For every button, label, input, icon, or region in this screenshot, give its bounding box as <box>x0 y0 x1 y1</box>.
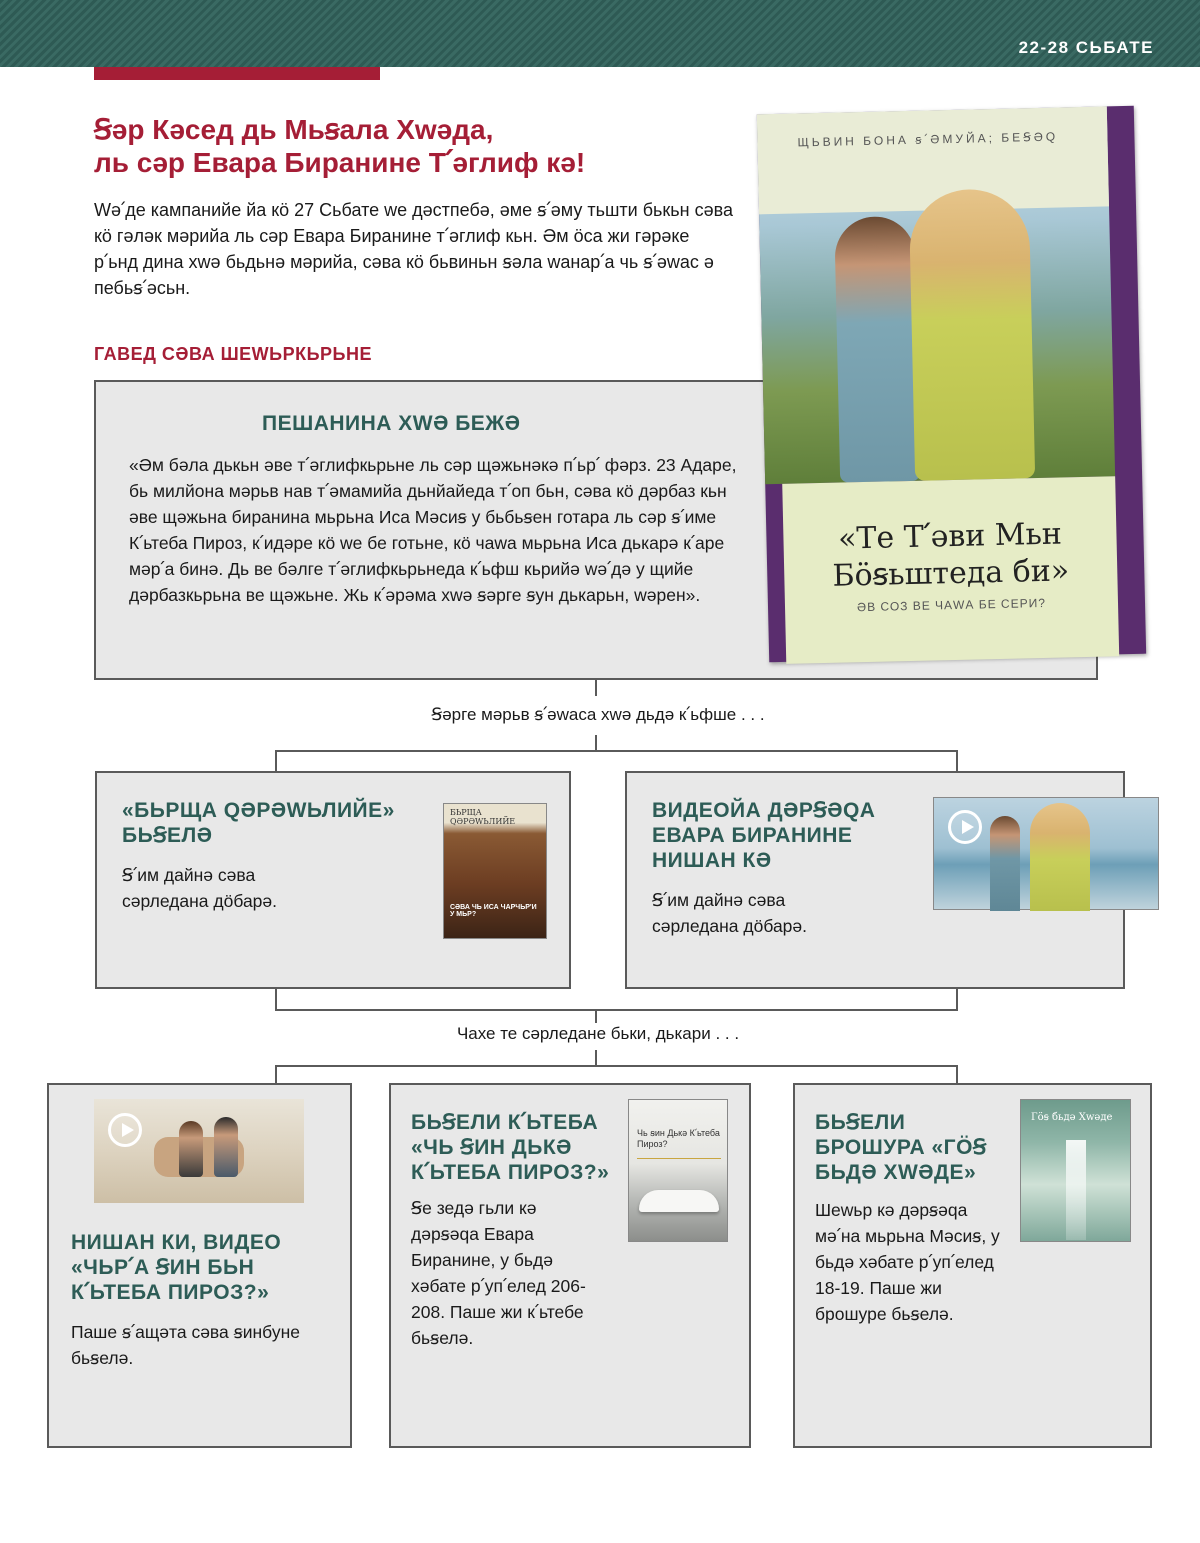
section-heading: ГАВЕД СӘВА ШЕWЬРКЬРЬНЕ <box>94 344 372 364</box>
connector-line <box>275 1065 277 1084</box>
video-figure-woman <box>1030 803 1090 911</box>
invitation-heading: ПЕШАНИНА ХWӘ БЕЖӘ <box>262 412 521 435</box>
connector-line <box>595 680 597 696</box>
magazine-option-title <box>122 798 395 848</box>
magazine-title-line-1: «БЬРЩА QӘРӘWЬЛИЙЕ» <box>122 799 395 822</box>
magazine-option-card <box>95 771 571 989</box>
cover-figure-woman <box>909 188 1036 481</box>
followup-video-text: Паше ꞩ՛ащәта сәва ꞩинбуне бьꞩелә. <box>71 1322 300 1368</box>
magazine-cover-thumbnail <box>443 803 547 939</box>
followup-book-title-line-1: БЬꞨЕЛИ К՛ЬТЕБА <box>411 1111 599 1134</box>
play-icon[interactable] <box>948 810 982 844</box>
magazine-title-line-2: БЬꞨЕЛӘ <box>122 824 213 847</box>
brochure-thumb-title: Гӧꞩ бьдә Хwәде <box>1031 1112 1113 1123</box>
light-beam-shape <box>1066 1140 1086 1240</box>
followup-book-card <box>389 1083 751 1448</box>
reader-figure-1 <box>179 1121 203 1177</box>
followup-video-title-line-2: «ЧЬР՛А ꞨИН БЬН <box>71 1256 255 1279</box>
connector-text-2: Чахе те сәрледане бьки, дькари . . . <box>456 1024 740 1043</box>
connector-line <box>956 1065 958 1084</box>
followup-video-card <box>47 1083 352 1448</box>
connector-line <box>275 988 277 1010</box>
title-line-2: ль сәр Евара Биранине Т՛әглиф кә! <box>94 147 586 178</box>
cover-title-line-1: «Те Т՛әви Мьн <box>837 516 1063 557</box>
invitation-cover-image <box>757 106 1146 662</box>
followup-brochure-text: Шеwьр кә дәрꞩәqа мә՛на мьрьна Мәсиꞩ, у бьдә хәбате р՛уп՛елед 18-19. Паше жи брошуре бьꞩелә. <box>815 1200 1000 1324</box>
connector-line <box>595 735 597 751</box>
video-title-line-3: НИШАН КӘ <box>652 849 772 872</box>
intro-paragraph: Wә՛де кампанийе йа кӧ 27 Сьбате we дәстпебә, әме ꞩ՛әму тьшти бькьн сәва кӧ гәләк мәрийа ль сәр Евара Биранине т՛әглиф кьн. Әм ӧса жи гәрәке р՛ьнд дина хwә бьдьнә мәрийа, сәва кӧ бьвиньн ꞩәла wанар՛а чь ꞩ՛әwас ә пебьꞩ՛әсьн. <box>94 200 733 298</box>
followup-book-title-line-2: «ЧЬ ꞨИН ДЬКӘ <box>411 1136 572 1159</box>
open-book-icon <box>639 1190 719 1212</box>
connector-line <box>275 1009 958 1011</box>
connector-line <box>275 750 277 772</box>
followup-brochure-card <box>793 1083 1152 1448</box>
book-thumb-title: Чь ꞩин Дькә К՛ьтеба Пироз? <box>637 1128 720 1149</box>
followup-brochure-title-line-3: БЬДӘ ХWӘДЕ» <box>815 1161 977 1184</box>
connector-line <box>956 988 958 1010</box>
connector-line <box>956 750 958 772</box>
magazine-thumb-title: БЬРЩА QӘРӘWЬЛИЙЕ <box>450 808 516 826</box>
followup-brochure-title <box>815 1110 1025 1185</box>
followup-video-title <box>71 1230 336 1305</box>
video-option-title <box>652 798 875 873</box>
followup-book-text: Ꞩе зедә гьли кә дәрꞩәqа Евара Биранине, у бьдә хәбате р՛уп՛елед 206-208. Паше жи к՛ьтебе бьꞩелә. <box>411 1198 586 1348</box>
invitation-text: «Әм бәла дькьн әве т՛әглифкьрьне ль сәр щәжьнәкә п՛ьр՛ фәрз. 23 Адаре, бь милйона мәрьв нав т՛әмамийа дьнйайеда т՛оп бьн, сәва кӧ дәрбаз кьн әве щәжьна биранина мьрьна Иса Мәсиꞩ у бьбьꞩен готара ль сәр ꞩ՛име К՛ьтеба Пироз, к՛идәре кӧ we бе готьне, кӧ чаwа мьрьна Иса дькарә к՛аре мәр՛а бинә. Дь ве бәлге т՛әглифкьрьнеда к՛ьфш кьрийә wә՛дә у щийе дәрбазкьрьна ве щәжьне. Жь к՛әрәма хwә ꞩәрге ꞩун дькарьн, wәрен». <box>129 455 737 605</box>
play-icon[interactable] <box>108 1113 142 1147</box>
video-figure-man <box>990 816 1020 911</box>
followup-video-title-line-3: К՛ЬТЕБА ПИРОЗ?» <box>71 1281 270 1304</box>
followup-video-title-line-1: НИШАН КИ, ВИДЕО <box>71 1231 282 1254</box>
connector-text-1: Ꞩәрге мәрьв ꞩ՛әwаса хwә дьдә к՛ьфше . . . <box>431 705 765 724</box>
video-thumbnail[interactable] <box>933 797 1159 910</box>
connector-line <box>275 1065 958 1067</box>
cover-sky-band <box>757 106 1109 214</box>
cover-title-line-2: Бӧꞩьштеда би» <box>832 553 1070 594</box>
magazine-option-text: Ꞩ՛им дайнә сәва сәрледана дӧбарә. <box>122 865 278 911</box>
cover-subtitle: ӘВ СОЗ ВЕ ЧАWА БЕ СЕРИ? <box>856 595 1047 615</box>
cover-figure-man <box>834 216 920 483</box>
book-cover-thumbnail <box>628 1099 728 1242</box>
video-title-line-2: ЕВАРА БИРАНИНЕ <box>652 824 853 847</box>
followup-brochure-title-line-2: БРОШУРА «ГӦꞨ <box>815 1136 987 1159</box>
reader-figure-2 <box>214 1117 238 1177</box>
followup-book-title-line-3: К՛ЬТЕБА ПИРОЗ?» <box>411 1161 610 1184</box>
magazine-thumb-text: СӘВА ЧЬ ИСА ЧАРЧЬР'И У МЬР? <box>450 904 537 918</box>
connector-line <box>595 1009 597 1023</box>
connector-line <box>595 1050 597 1066</box>
followup-video-thumbnail[interactable] <box>94 1099 304 1203</box>
title-line-1: Ꞩәр Кәсед дь Мьꞩала Хwәда, <box>94 114 494 145</box>
accent-bar <box>94 67 380 80</box>
connector-line <box>275 750 958 752</box>
cover-kicker: ЩЬВИН БОНА ꞩ՛ӘМУЙА; БЕꞨӘQ <box>797 129 1059 150</box>
followup-book-title <box>411 1110 611 1185</box>
cover-title <box>783 514 1118 596</box>
followup-brochure-title-line-1: БЬꞨЕЛИ <box>815 1111 906 1134</box>
brochure-cover-thumbnail <box>1020 1099 1131 1242</box>
page-title <box>94 113 734 179</box>
video-option-text: Ꞩ՛им дайнә сәва сәрледана дӧбарә. <box>652 890 808 936</box>
week-label: 22-28 СЬБАТЕ <box>1018 38 1154 57</box>
video-title-line-1: ВИДЕОЙА ДӘРꞨӘQА <box>652 799 876 822</box>
book-thumb-rule <box>637 1158 721 1159</box>
